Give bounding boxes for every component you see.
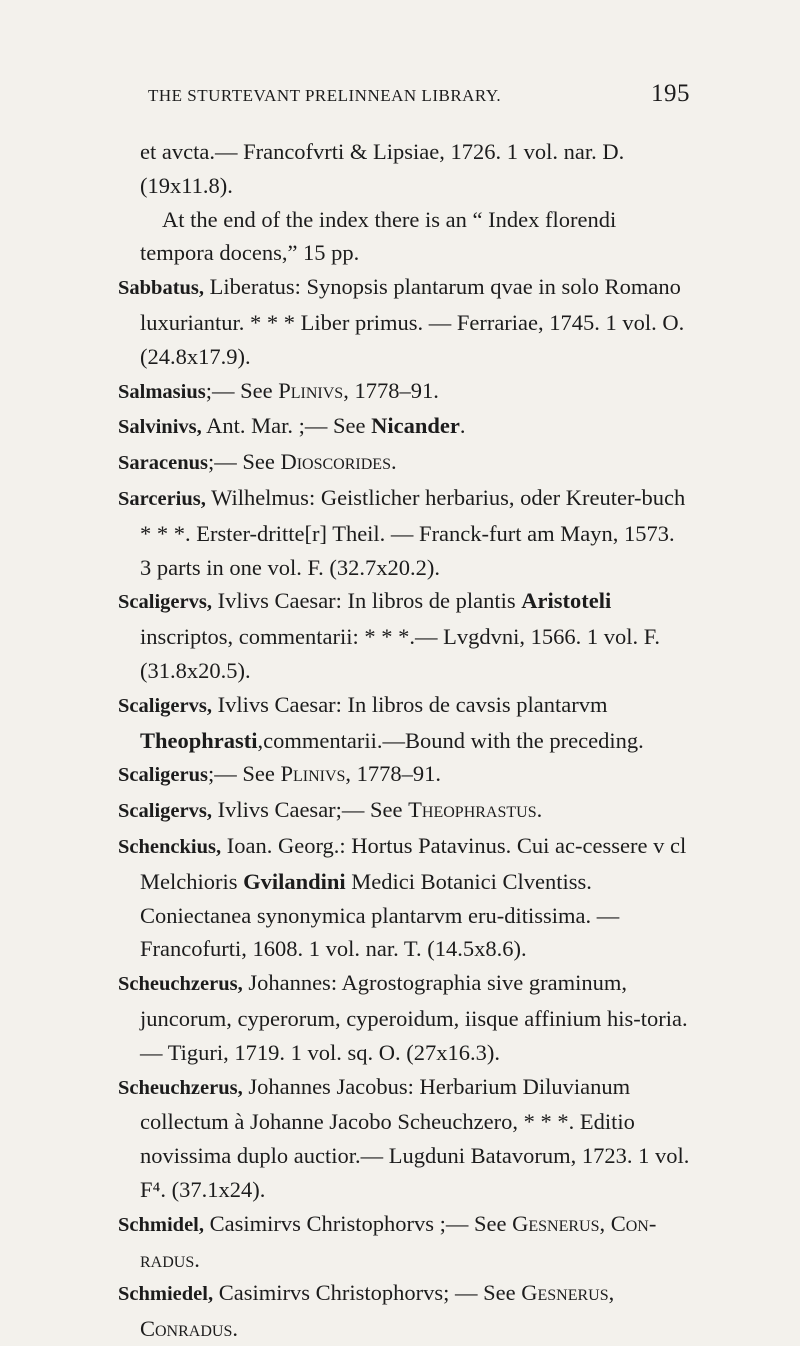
cross-reference: Gesnerus, Conradus (140, 1280, 615, 1342)
entry-text: Ivlivs Caesar: In libros de cavsis plantarvm (211, 691, 608, 717)
entry-text: Ant. Mar. ;— See (201, 413, 372, 439)
cross-reference: Nicander (371, 413, 460, 439)
cross-reference: Gesnerus, Con-radus (140, 1210, 657, 1272)
entry-text: Johannes Jacobus: Herbarium Diluvianum collectum à Johanne Jacobo Scheuchzero, * * *. Editio novissima duplo auctior.— Lugduni Batavorum, 1723. 1 vol. F⁴. (37.1x24). (140, 1073, 690, 1202)
entry-text-after: . (536, 797, 543, 823)
entry-text: Casimirvs Christophorvs; — See (213, 1280, 522, 1306)
entry-salvinivs (118, 409, 690, 445)
entry-sabbatus (118, 270, 690, 373)
entry-text: et avcta.— Francofvrti & Lipsiae, 1726. 1 vol. nar. D. (19x11.8). (140, 139, 625, 198)
entry-salmasius (118, 374, 690, 410)
catalog-entries (118, 135, 690, 1346)
entry-text: Johannes: Agrostographia sive graminum, juncorum, cyperorum, cyperoidum, iisque affinium his-toria.— Tiguri, 1719. 1 vol. sq. O. (27x16.3). (140, 970, 688, 1065)
entry-headword: Saracenus (118, 452, 208, 475)
entry-text: At the end of the index there is an “ Index florendi tempora docens,” 15 pp. (140, 206, 617, 266)
entry-text-after: ,commentarii.—Bound with the preceding. (257, 727, 644, 753)
entry-scaligervs-1 (118, 584, 690, 687)
cross-reference: Theophrastus (408, 797, 537, 823)
entry-scheuchzerus-1 (118, 966, 690, 1069)
entry-headword: Scheuchzerus, (118, 1076, 243, 1099)
entry-text: Casimirvs Christophorvs ;— See (204, 1210, 513, 1236)
entry-text-after: , 1778–91. (345, 761, 442, 787)
entry-headword: Scaligerus (118, 764, 208, 787)
entry-note (118, 203, 690, 271)
entry-text: Wilhelmus: Geistlicher herbarius, oder Kreuter-buch * * *. Erster-dritte[r] Theil. — Franck-furt am Mayn, 1573. 3 parts in one vol. F. (32.7x20.2). (140, 484, 686, 580)
entry-headword: Scaligervs, (118, 591, 212, 614)
entry-headword: Scaligervs, (118, 694, 212, 717)
entry-headword: Scaligervs, (118, 800, 212, 823)
entry-text: Liberatus: Synopsis plantarum qvae in solo Romano luxuriantur. * * * Liber primus. — Ferrariae, 1745. 1 vol. O. (24.8x17.9). (140, 274, 685, 369)
entry-text: ;— See (207, 761, 281, 787)
cross-reference: Plinivs (278, 377, 344, 403)
entry-text-after: , 1778–91. (343, 377, 439, 403)
running-title: THE STURTEVANT PRELINNEAN LIBRARY. (148, 86, 502, 105)
entry-schenckius (118, 829, 690, 966)
entry-headword: Scheuchzerus, (118, 973, 243, 996)
entry-schmiedel (118, 1276, 690, 1346)
entry-headword: Schenckius, (118, 835, 222, 858)
entry-text-after: . (194, 1246, 200, 1272)
entry-scheuchzerus-2 (118, 1070, 690, 1207)
entry-schmidel (118, 1207, 690, 1277)
entry-text-after: . (459, 413, 466, 439)
entry-headword: Sarcerius, (118, 487, 206, 510)
entry-scaligervs-3 (118, 793, 690, 829)
entry-headword: Salmasius (118, 380, 206, 403)
entry-headword: Schmiedel, (118, 1283, 214, 1306)
page-number: 195 (651, 80, 690, 107)
entry-scaligervs-2 (118, 688, 690, 758)
cross-reference: Dioscorides (280, 449, 391, 475)
entry-saracenus (118, 445, 690, 481)
entry-text-after: Medici Botanici Clventiss. Coniectanea synonymica plantarvm eru-ditissima. — Francofurti, 1608. 1 vol. nar. T. (14.5x8.6). (140, 868, 620, 962)
entry-text: ;— See (205, 377, 279, 403)
entry-text: ;— See (207, 449, 281, 475)
entry-scaligerus (118, 757, 690, 793)
entry-text: Ioan. Georg.: Hortus Patavinus. Cui ac-cessere v cl Melchioris (140, 832, 687, 894)
entry-continuation (118, 135, 690, 203)
entry-headword: Salvinivs, (118, 416, 202, 439)
emphasized-name: Gvilandini (243, 868, 346, 894)
entry-text-after: . (232, 1316, 238, 1342)
cross-reference: Plinivs (280, 761, 346, 787)
entry-text: Ivlivs Caesar;— See (211, 797, 409, 823)
entry-headword: Schmidel, (118, 1213, 204, 1236)
emphasized-name: Theophrasti (140, 727, 258, 753)
emphasized-name: Aristoteli (521, 588, 612, 614)
entry-text-after: inscriptos, commentarii: * * *.— Lvgdvni, 1566. 1 vol. F. (31.8x20.5). (140, 624, 661, 683)
entry-text-after: . (390, 449, 397, 475)
entry-headword: Sabbatus, (118, 277, 205, 300)
entry-text: Ivlivs Caesar: In libros de plantis (211, 588, 522, 614)
entry-sarcerius (118, 481, 690, 584)
